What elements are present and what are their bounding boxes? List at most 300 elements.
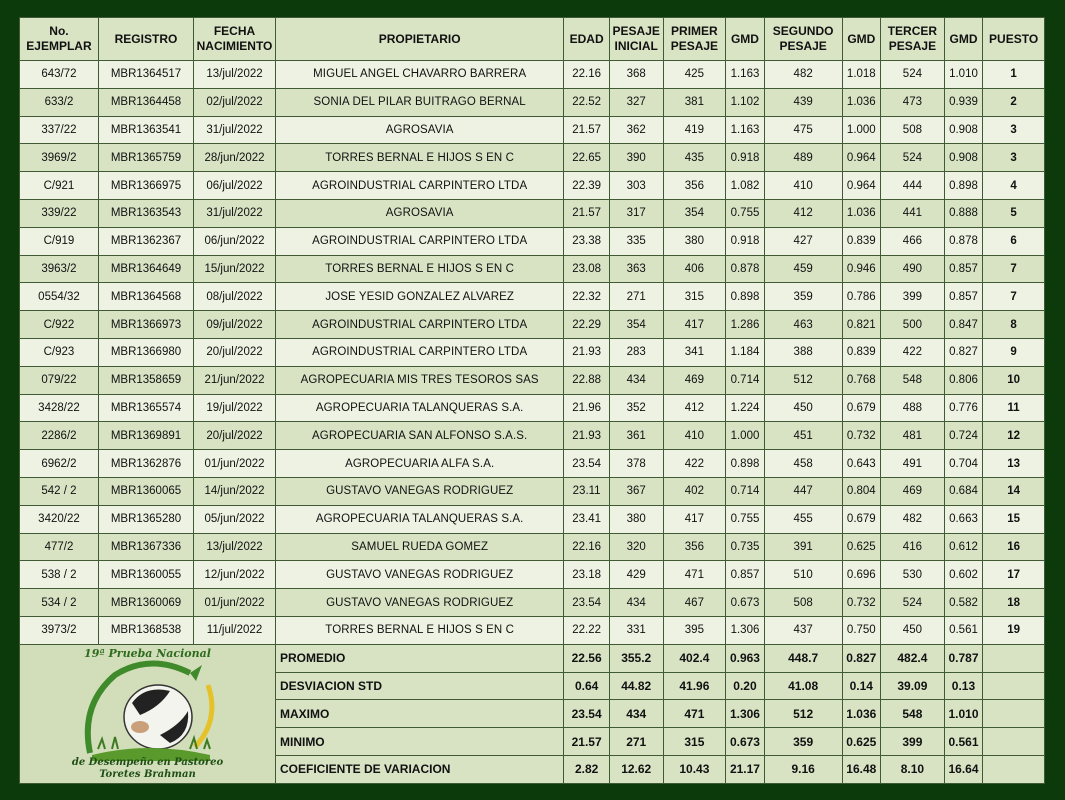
cell-pesaje-inicial: 317 bbox=[609, 199, 663, 227]
stat-value: 0.561 bbox=[944, 728, 982, 756]
cell-puesto: 17 bbox=[983, 561, 1045, 589]
cell-ejemplar: 3963/2 bbox=[20, 255, 99, 283]
cell-segundo-pesaje: 508 bbox=[764, 589, 842, 617]
cell-pesaje-inicial: 331 bbox=[609, 616, 663, 644]
cell-ejemplar: 3969/2 bbox=[20, 144, 99, 172]
cell-primer-pesaje: 406 bbox=[663, 255, 726, 283]
stat-value: 359 bbox=[764, 728, 842, 756]
stat-value: 10.43 bbox=[663, 755, 726, 783]
table-row bbox=[20, 505, 1045, 533]
cell-gmd-1: 0.735 bbox=[726, 533, 764, 561]
cell-propietario: SAMUEL RUEDA GOMEZ bbox=[275, 533, 563, 561]
cell-primer-pesaje: 469 bbox=[663, 366, 726, 394]
cell-edad: 22.32 bbox=[564, 283, 610, 311]
cell-puesto: 9 bbox=[983, 338, 1045, 366]
cell-segundo-pesaje: 450 bbox=[764, 394, 842, 422]
cell-gmd-1: 0.714 bbox=[726, 477, 764, 505]
cell-gmd-1: 1.163 bbox=[726, 61, 764, 89]
cell-fecha: 08/jul/2022 bbox=[194, 283, 276, 311]
cell-fecha: 21/jun/2022 bbox=[194, 366, 276, 394]
cell-tercer-pesaje: 508 bbox=[881, 116, 945, 144]
cell-primer-pesaje: 356 bbox=[663, 533, 726, 561]
cell-propietario: TORRES BERNAL E HIJOS S EN C bbox=[275, 144, 563, 172]
cell-edad: 21.93 bbox=[564, 338, 610, 366]
col-header-pesaje-inicial: PESAJE INICIAL bbox=[609, 18, 663, 61]
cell-ejemplar: 3973/2 bbox=[20, 616, 99, 644]
cell-gmd-2: 0.821 bbox=[842, 311, 880, 339]
cell-gmd-3: 1.010 bbox=[944, 61, 982, 89]
event-logo bbox=[20, 644, 276, 783]
table-row bbox=[20, 616, 1045, 644]
cell-propietario: SONIA DEL PILAR BUITRAGO BERNAL bbox=[275, 88, 563, 116]
cell-tercer-pesaje: 548 bbox=[881, 366, 945, 394]
cell-tercer-pesaje: 482 bbox=[881, 505, 945, 533]
cell-fecha: 12/jun/2022 bbox=[194, 561, 276, 589]
cell-gmd-3: 0.724 bbox=[944, 422, 982, 450]
cell-segundo-pesaje: 410 bbox=[764, 172, 842, 200]
cell-fecha: 19/jul/2022 bbox=[194, 394, 276, 422]
cell-pesaje-inicial: 320 bbox=[609, 533, 663, 561]
cell-gmd-2: 0.643 bbox=[842, 450, 880, 478]
cell-tercer-pesaje: 530 bbox=[881, 561, 945, 589]
cell-tercer-pesaje: 488 bbox=[881, 394, 945, 422]
cell-primer-pesaje: 402 bbox=[663, 477, 726, 505]
cell-propietario: JOSE YESID GONZALEZ ALVAREZ bbox=[275, 283, 563, 311]
cell-gmd-3: 0.602 bbox=[944, 561, 982, 589]
cell-ejemplar: 339/22 bbox=[20, 199, 99, 227]
cell-pesaje-inicial: 283 bbox=[609, 338, 663, 366]
cell-ejemplar: 2286/2 bbox=[20, 422, 99, 450]
cell-segundo-pesaje: 459 bbox=[764, 255, 842, 283]
cell-primer-pesaje: 425 bbox=[663, 61, 726, 89]
stat-value: 21.57 bbox=[564, 728, 610, 756]
cell-primer-pesaje: 315 bbox=[663, 283, 726, 311]
cell-propietario: AGROINDUSTRIAL CARPINTERO LTDA bbox=[275, 172, 563, 200]
cell-pesaje-inicial: 271 bbox=[609, 283, 663, 311]
cell-ejemplar: C/922 bbox=[20, 311, 99, 339]
cell-puesto: 7 bbox=[983, 283, 1045, 311]
table-row bbox=[20, 366, 1045, 394]
cell-registro: MBR1364568 bbox=[98, 283, 193, 311]
cell-propietario: AGROPECUARIA ALFA S.A. bbox=[275, 450, 563, 478]
stat-empty bbox=[983, 672, 1045, 700]
cell-registro: MBR1369891 bbox=[98, 422, 193, 450]
cell-segundo-pesaje: 510 bbox=[764, 561, 842, 589]
stat-value: 41.08 bbox=[764, 672, 842, 700]
table-row bbox=[20, 61, 1045, 89]
cell-tercer-pesaje: 524 bbox=[881, 61, 945, 89]
table-row bbox=[20, 589, 1045, 617]
cell-ejemplar: 633/2 bbox=[20, 88, 99, 116]
cell-gmd-3: 0.908 bbox=[944, 116, 982, 144]
stat-value: 21.17 bbox=[726, 755, 764, 783]
stat-value: 12.62 bbox=[609, 755, 663, 783]
stat-value: 0.787 bbox=[944, 644, 982, 672]
cell-propietario: AGROPECUARIA MIS TRES TESOROS SAS bbox=[275, 366, 563, 394]
stat-value: 23.54 bbox=[564, 700, 610, 728]
cell-gmd-1: 1.000 bbox=[726, 422, 764, 450]
cell-edad: 23.18 bbox=[564, 561, 610, 589]
cell-primer-pesaje: 467 bbox=[663, 589, 726, 617]
cell-registro: MBR1366975 bbox=[98, 172, 193, 200]
stat-value: 315 bbox=[663, 728, 726, 756]
cell-pesaje-inicial: 434 bbox=[609, 589, 663, 617]
cell-pesaje-inicial: 335 bbox=[609, 227, 663, 255]
cell-edad: 21.93 bbox=[564, 422, 610, 450]
cell-puesto: 7 bbox=[983, 255, 1045, 283]
cell-gmd-3: 0.561 bbox=[944, 616, 982, 644]
cell-gmd-2: 1.000 bbox=[842, 116, 880, 144]
cell-segundo-pesaje: 388 bbox=[764, 338, 842, 366]
stat-empty bbox=[983, 755, 1045, 783]
table-row bbox=[20, 338, 1045, 366]
cell-puesto: 4 bbox=[983, 172, 1045, 200]
cell-edad: 23.11 bbox=[564, 477, 610, 505]
stat-value: 402.4 bbox=[663, 644, 726, 672]
cell-propietario: GUSTAVO VANEGAS RODRIGUEZ bbox=[275, 561, 563, 589]
col-header-segundo-pesaje: SEGUNDO PESAJE bbox=[764, 18, 842, 61]
cell-edad: 21.57 bbox=[564, 116, 610, 144]
cell-gmd-1: 0.878 bbox=[726, 255, 764, 283]
cell-primer-pesaje: 356 bbox=[663, 172, 726, 200]
cell-tercer-pesaje: 469 bbox=[881, 477, 945, 505]
cell-fecha: 01/jun/2022 bbox=[194, 450, 276, 478]
cell-puesto: 13 bbox=[983, 450, 1045, 478]
stat-value: 9.16 bbox=[764, 755, 842, 783]
cell-tercer-pesaje: 500 bbox=[881, 311, 945, 339]
stat-empty bbox=[983, 728, 1045, 756]
stat-value: 41.96 bbox=[663, 672, 726, 700]
cell-gmd-3: 0.684 bbox=[944, 477, 982, 505]
cell-gmd-2: 0.768 bbox=[842, 366, 880, 394]
cell-puesto: 3 bbox=[983, 144, 1045, 172]
col-header-edad: EDAD bbox=[564, 18, 610, 61]
cell-tercer-pesaje: 441 bbox=[881, 199, 945, 227]
cell-gmd-1: 1.184 bbox=[726, 338, 764, 366]
cell-pesaje-inicial: 380 bbox=[609, 505, 663, 533]
cell-puesto: 1 bbox=[983, 61, 1045, 89]
cell-gmd-2: 0.839 bbox=[842, 338, 880, 366]
col-header-fecha: FECHA NACIMIENTO bbox=[194, 18, 276, 61]
cell-puesto: 18 bbox=[983, 589, 1045, 617]
cell-edad: 22.16 bbox=[564, 533, 610, 561]
cell-registro: MBR1368538 bbox=[98, 616, 193, 644]
stat-value: 0.20 bbox=[726, 672, 764, 700]
cell-segundo-pesaje: 455 bbox=[764, 505, 842, 533]
cell-registro: MBR1360055 bbox=[98, 561, 193, 589]
cell-puesto: 12 bbox=[983, 422, 1045, 450]
cell-gmd-2: 0.625 bbox=[842, 533, 880, 561]
cell-segundo-pesaje: 482 bbox=[764, 61, 842, 89]
table-row bbox=[20, 477, 1045, 505]
cell-segundo-pesaje: 412 bbox=[764, 199, 842, 227]
cell-propietario: MIGUEL ANGEL CHAVARRO BARRERA bbox=[275, 61, 563, 89]
cell-pesaje-inicial: 367 bbox=[609, 477, 663, 505]
cell-segundo-pesaje: 458 bbox=[764, 450, 842, 478]
cell-edad: 23.54 bbox=[564, 589, 610, 617]
cell-gmd-1: 0.755 bbox=[726, 199, 764, 227]
cell-ejemplar: C/919 bbox=[20, 227, 99, 255]
cell-fecha: 13/jul/2022 bbox=[194, 533, 276, 561]
stat-value: 0.13 bbox=[944, 672, 982, 700]
table-row bbox=[20, 394, 1045, 422]
cell-registro: MBR1367336 bbox=[98, 533, 193, 561]
stat-label: DESVIACION STD bbox=[275, 672, 563, 700]
stat-value: 44.82 bbox=[609, 672, 663, 700]
cell-segundo-pesaje: 391 bbox=[764, 533, 842, 561]
table-row bbox=[20, 116, 1045, 144]
cell-fecha: 28/jun/2022 bbox=[194, 144, 276, 172]
col-header-ejemplar: No. EJEMPLAR bbox=[20, 18, 99, 61]
cell-registro: MBR1362876 bbox=[98, 450, 193, 478]
stat-value: 39.09 bbox=[881, 672, 945, 700]
cell-edad: 22.16 bbox=[564, 61, 610, 89]
summary-row bbox=[20, 644, 1045, 672]
cell-ejemplar: C/921 bbox=[20, 172, 99, 200]
cell-tercer-pesaje: 466 bbox=[881, 227, 945, 255]
cell-primer-pesaje: 417 bbox=[663, 505, 726, 533]
cell-pesaje-inicial: 363 bbox=[609, 255, 663, 283]
cell-primer-pesaje: 354 bbox=[663, 199, 726, 227]
cell-pesaje-inicial: 434 bbox=[609, 366, 663, 394]
stat-value: 482.4 bbox=[881, 644, 945, 672]
cell-edad: 23.41 bbox=[564, 505, 610, 533]
cell-gmd-2: 0.946 bbox=[842, 255, 880, 283]
cell-fecha: 14/jun/2022 bbox=[194, 477, 276, 505]
cell-registro: MBR1360069 bbox=[98, 589, 193, 617]
cell-propietario: AGROPECUARIA SAN ALFONSO S.A.S. bbox=[275, 422, 563, 450]
stat-value: 1.306 bbox=[726, 700, 764, 728]
cell-gmd-1: 0.898 bbox=[726, 283, 764, 311]
stat-value: 548 bbox=[881, 700, 945, 728]
cell-gmd-1: 0.898 bbox=[726, 450, 764, 478]
cell-primer-pesaje: 412 bbox=[663, 394, 726, 422]
cell-gmd-1: 1.102 bbox=[726, 88, 764, 116]
cell-segundo-pesaje: 427 bbox=[764, 227, 842, 255]
cell-gmd-1: 0.714 bbox=[726, 366, 764, 394]
cell-tercer-pesaje: 473 bbox=[881, 88, 945, 116]
cell-fecha: 01/jun/2022 bbox=[194, 589, 276, 617]
cell-gmd-1: 0.755 bbox=[726, 505, 764, 533]
cell-pesaje-inicial: 303 bbox=[609, 172, 663, 200]
cell-edad: 22.52 bbox=[564, 88, 610, 116]
cell-gmd-2: 0.679 bbox=[842, 394, 880, 422]
cell-puesto: 16 bbox=[983, 533, 1045, 561]
cell-gmd-2: 0.732 bbox=[842, 589, 880, 617]
cell-propietario: AGROPECUARIA TALANQUERAS S.A. bbox=[275, 394, 563, 422]
cell-segundo-pesaje: 475 bbox=[764, 116, 842, 144]
cell-tercer-pesaje: 450 bbox=[881, 616, 945, 644]
stat-value: 16.64 bbox=[944, 755, 982, 783]
cell-fecha: 20/jul/2022 bbox=[194, 422, 276, 450]
stat-value: 271 bbox=[609, 728, 663, 756]
stat-value: 0.673 bbox=[726, 728, 764, 756]
cell-edad: 21.57 bbox=[564, 199, 610, 227]
cell-gmd-3: 0.847 bbox=[944, 311, 982, 339]
cell-gmd-1: 1.082 bbox=[726, 172, 764, 200]
cell-gmd-1: 0.918 bbox=[726, 144, 764, 172]
cell-ejemplar: C/923 bbox=[20, 338, 99, 366]
table-row bbox=[20, 199, 1045, 227]
cell-registro: MBR1362367 bbox=[98, 227, 193, 255]
cell-pesaje-inicial: 327 bbox=[609, 88, 663, 116]
cell-fecha: 15/jun/2022 bbox=[194, 255, 276, 283]
cell-gmd-3: 0.908 bbox=[944, 144, 982, 172]
cell-puesto: 19 bbox=[983, 616, 1045, 644]
table-row bbox=[20, 533, 1045, 561]
cell-gmd-2: 0.696 bbox=[842, 561, 880, 589]
cell-registro: MBR1364649 bbox=[98, 255, 193, 283]
cell-tercer-pesaje: 481 bbox=[881, 422, 945, 450]
cell-fecha: 09/jul/2022 bbox=[194, 311, 276, 339]
cell-gmd-3: 0.878 bbox=[944, 227, 982, 255]
cell-gmd-1: 1.286 bbox=[726, 311, 764, 339]
cell-pesaje-inicial: 352 bbox=[609, 394, 663, 422]
cell-registro: MBR1365280 bbox=[98, 505, 193, 533]
cell-ejemplar: 534 / 2 bbox=[20, 589, 99, 617]
stat-value: 512 bbox=[764, 700, 842, 728]
stat-value: 2.82 bbox=[564, 755, 610, 783]
table-row bbox=[20, 144, 1045, 172]
stat-label: MINIMO bbox=[275, 728, 563, 756]
col-header-gmd-3: GMD bbox=[944, 18, 982, 61]
cell-registro: MBR1365759 bbox=[98, 144, 193, 172]
cell-gmd-2: 1.036 bbox=[842, 199, 880, 227]
cell-pesaje-inicial: 361 bbox=[609, 422, 663, 450]
cell-tercer-pesaje: 422 bbox=[881, 338, 945, 366]
stat-label: MAXIMO bbox=[275, 700, 563, 728]
cell-puesto: 6 bbox=[983, 227, 1045, 255]
cell-registro: MBR1358659 bbox=[98, 366, 193, 394]
cell-propietario: AGROINDUSTRIAL CARPINTERO LTDA bbox=[275, 227, 563, 255]
cell-segundo-pesaje: 512 bbox=[764, 366, 842, 394]
cell-pesaje-inicial: 354 bbox=[609, 311, 663, 339]
cell-primer-pesaje: 419 bbox=[663, 116, 726, 144]
cell-ejemplar: 538 / 2 bbox=[20, 561, 99, 589]
cell-puesto: 11 bbox=[983, 394, 1045, 422]
cell-gmd-3: 0.806 bbox=[944, 366, 982, 394]
cell-gmd-3: 0.857 bbox=[944, 283, 982, 311]
cell-ejemplar: 6962/2 bbox=[20, 450, 99, 478]
cell-primer-pesaje: 381 bbox=[663, 88, 726, 116]
col-header-gmd-1: GMD bbox=[726, 18, 764, 61]
cell-ejemplar: 0554/32 bbox=[20, 283, 99, 311]
cell-gmd-2: 0.732 bbox=[842, 422, 880, 450]
cell-puesto: 2 bbox=[983, 88, 1045, 116]
cell-registro: MBR1366973 bbox=[98, 311, 193, 339]
stat-value: 22.56 bbox=[564, 644, 610, 672]
table-row bbox=[20, 88, 1045, 116]
cell-edad: 22.65 bbox=[564, 144, 610, 172]
cell-gmd-3: 0.827 bbox=[944, 338, 982, 366]
cell-ejemplar: 3428/22 bbox=[20, 394, 99, 422]
stat-value: 0.827 bbox=[842, 644, 880, 672]
results-table bbox=[19, 17, 1045, 784]
cell-gmd-2: 1.036 bbox=[842, 88, 880, 116]
cell-pesaje-inicial: 378 bbox=[609, 450, 663, 478]
cell-registro: MBR1364458 bbox=[98, 88, 193, 116]
cell-registro: MBR1365574 bbox=[98, 394, 193, 422]
cell-segundo-pesaje: 447 bbox=[764, 477, 842, 505]
cell-puesto: 3 bbox=[983, 116, 1045, 144]
cell-ejemplar: 477/2 bbox=[20, 533, 99, 561]
stat-value: 0.625 bbox=[842, 728, 880, 756]
stat-value: 471 bbox=[663, 700, 726, 728]
cell-pesaje-inicial: 362 bbox=[609, 116, 663, 144]
cell-gmd-1: 0.918 bbox=[726, 227, 764, 255]
table-row bbox=[20, 227, 1045, 255]
cell-segundo-pesaje: 463 bbox=[764, 311, 842, 339]
logo-subtitle-1: de Desempeño en Pastoreo bbox=[71, 756, 224, 768]
cell-gmd-2: 0.804 bbox=[842, 477, 880, 505]
cell-gmd-3: 0.663 bbox=[944, 505, 982, 533]
cell-propietario: TORRES BERNAL E HIJOS S EN C bbox=[275, 255, 563, 283]
cell-ejemplar: 079/22 bbox=[20, 366, 99, 394]
cell-gmd-2: 0.964 bbox=[842, 144, 880, 172]
cell-puesto: 8 bbox=[983, 311, 1045, 339]
cell-pesaje-inicial: 390 bbox=[609, 144, 663, 172]
table-row bbox=[20, 255, 1045, 283]
cell-primer-pesaje: 380 bbox=[663, 227, 726, 255]
cell-ejemplar: 542 / 2 bbox=[20, 477, 99, 505]
cell-registro: MBR1364517 bbox=[98, 61, 193, 89]
cell-primer-pesaje: 422 bbox=[663, 450, 726, 478]
cell-tercer-pesaje: 524 bbox=[881, 589, 945, 617]
col-header-primer-pesaje: PRIMER PESAJE bbox=[663, 18, 726, 61]
cell-edad: 22.39 bbox=[564, 172, 610, 200]
cell-propietario: AGROINDUSTRIAL CARPINTERO LTDA bbox=[275, 311, 563, 339]
stat-empty bbox=[983, 700, 1045, 728]
cell-fecha: 02/jul/2022 bbox=[194, 88, 276, 116]
cell-primer-pesaje: 341 bbox=[663, 338, 726, 366]
cell-gmd-3: 0.939 bbox=[944, 88, 982, 116]
cell-propietario: AGROPECUARIA TALANQUERAS S.A. bbox=[275, 505, 563, 533]
cell-puesto: 15 bbox=[983, 505, 1045, 533]
cell-registro: MBR1363543 bbox=[98, 199, 193, 227]
stat-value: 0.64 bbox=[564, 672, 610, 700]
stat-value: 0.963 bbox=[726, 644, 764, 672]
col-header-gmd-2: GMD bbox=[842, 18, 880, 61]
cell-puesto: 5 bbox=[983, 199, 1045, 227]
cell-registro: MBR1366980 bbox=[98, 338, 193, 366]
table-row bbox=[20, 561, 1045, 589]
cell-tercer-pesaje: 490 bbox=[881, 255, 945, 283]
cell-tercer-pesaje: 444 bbox=[881, 172, 945, 200]
cell-gmd-3: 0.776 bbox=[944, 394, 982, 422]
cell-fecha: 20/jul/2022 bbox=[194, 338, 276, 366]
cell-gmd-2: 0.679 bbox=[842, 505, 880, 533]
stat-value: 0.14 bbox=[842, 672, 880, 700]
cell-primer-pesaje: 435 bbox=[663, 144, 726, 172]
cell-edad: 23.54 bbox=[564, 450, 610, 478]
cell-segundo-pesaje: 437 bbox=[764, 616, 842, 644]
cell-propietario: TORRES BERNAL E HIJOS S EN C bbox=[275, 616, 563, 644]
cell-gmd-1: 0.857 bbox=[726, 561, 764, 589]
cell-segundo-pesaje: 359 bbox=[764, 283, 842, 311]
stat-value: 1.036 bbox=[842, 700, 880, 728]
cell-gmd-2: 1.018 bbox=[842, 61, 880, 89]
cell-tercer-pesaje: 524 bbox=[881, 144, 945, 172]
cell-edad: 22.29 bbox=[564, 311, 610, 339]
stat-empty bbox=[983, 644, 1045, 672]
cell-tercer-pesaje: 399 bbox=[881, 283, 945, 311]
logo-subtitle-2: Toretes Brahman bbox=[99, 768, 196, 780]
cell-gmd-3: 0.857 bbox=[944, 255, 982, 283]
col-header-puesto: PUESTO bbox=[983, 18, 1045, 61]
cell-ejemplar: 643/72 bbox=[20, 61, 99, 89]
stat-label: PROMEDIO bbox=[275, 644, 563, 672]
stat-value: 434 bbox=[609, 700, 663, 728]
